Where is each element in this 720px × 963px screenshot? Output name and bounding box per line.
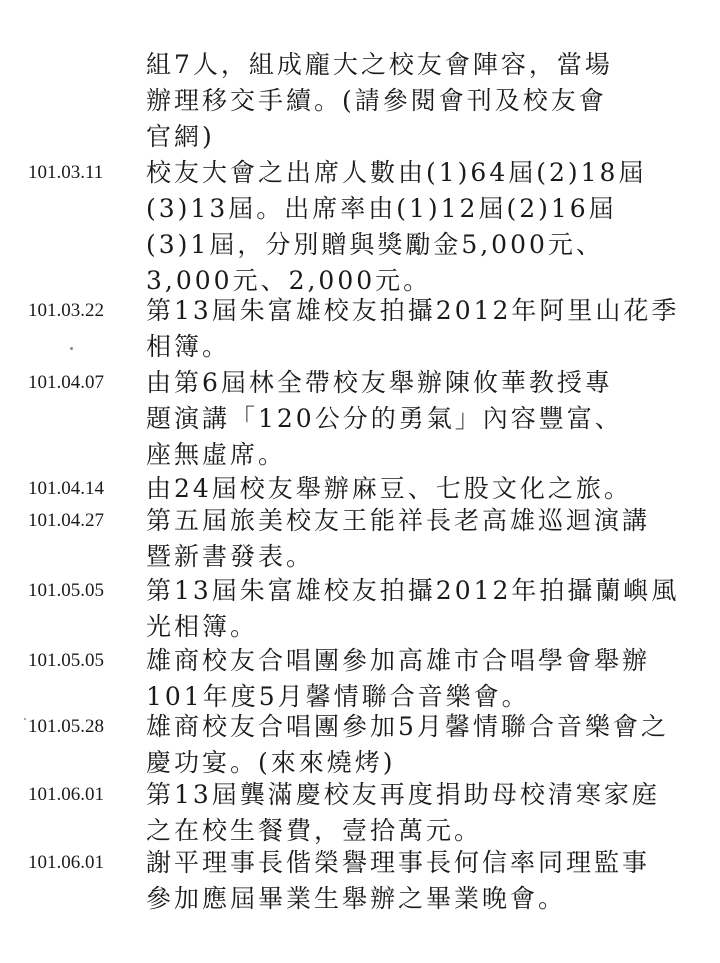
entry-date: 101.05.05: [28, 580, 104, 601]
entry-line: 雄商校友合唱團參加高雄市合唱學會舉辦: [146, 646, 651, 675]
entry-line: 3,000元、2,000元。: [146, 266, 432, 295]
scan-speck: [70, 347, 73, 350]
entry-line: 暨新書發表。: [146, 542, 315, 571]
entry-date: 101.03.11: [28, 162, 104, 183]
entry-line: 座無虛席。: [146, 440, 287, 469]
entry-line: 參加應屆畢業生舉辦之畢業晚會。: [146, 884, 567, 913]
entry-line: 由24屆校友舉辦麻豆、七股文化之旅。: [146, 474, 632, 503]
entry-date: 101.06.01: [28, 852, 104, 873]
entry-line: 之在校生餐費，壹拾萬元。: [146, 816, 483, 845]
entry-line: 第13屆龔滿慶校友再度捐助母校清寒家庭: [146, 780, 660, 809]
entry-line: 光相簿。: [146, 612, 259, 641]
entry-date: 101.04.27: [28, 510, 104, 531]
entry-line: 雄商校友合唱團參加5月馨情聯合音樂會之: [146, 712, 669, 741]
entry-line: 第13屆朱富雄校友拍攝2012年阿里山花季: [146, 296, 680, 325]
entry-date: 101.04.14: [28, 478, 104, 499]
entry-date: 101.05.28: [28, 716, 104, 737]
entry-date: 101.03.22: [28, 300, 104, 321]
entry-date: 101.06.01: [28, 784, 104, 805]
entry-line: 官網): [146, 122, 215, 151]
entry-line: (3)1屆，分別贈與獎勵金5,000元、: [146, 230, 604, 259]
entry-line: 辦理移交手續。(請參閱會刊及校友會: [146, 86, 607, 115]
entry-date: 101.05.05: [28, 650, 104, 671]
entry-line: 由第6屆林全帶校友舉辦陳攸華教授專: [146, 368, 613, 397]
entry-line: 第13屆朱富雄校友拍攝2012年拍攝蘭嶼風: [146, 576, 680, 605]
entry-line: 101年度5月馨情聯合音樂會。: [146, 682, 530, 711]
entry-line: 第五屆旅美校友王能祥長老高雄巡迴演講: [146, 506, 651, 535]
entry-line: 相簿。: [146, 332, 231, 361]
entry-line: 慶功宴。(來來燒烤): [146, 748, 396, 777]
entry-line: 組7人，組成龐大之校友會陣容，當場: [146, 50, 613, 79]
entry-line: 謝平理事長偕榮譽理事長何信率同理監事: [146, 848, 651, 877]
scan-speck: [24, 718, 26, 720]
entry-line: (3)13屆。出席率由(1)12屆(2)16屆: [146, 194, 617, 223]
entry-line: 校友大會之出席人數由(1)64屆(2)18屆: [146, 158, 647, 187]
entry-line: 題演講「120公分的勇氣」內容豐富、: [146, 404, 623, 433]
entry-date: 101.04.07: [28, 372, 104, 393]
